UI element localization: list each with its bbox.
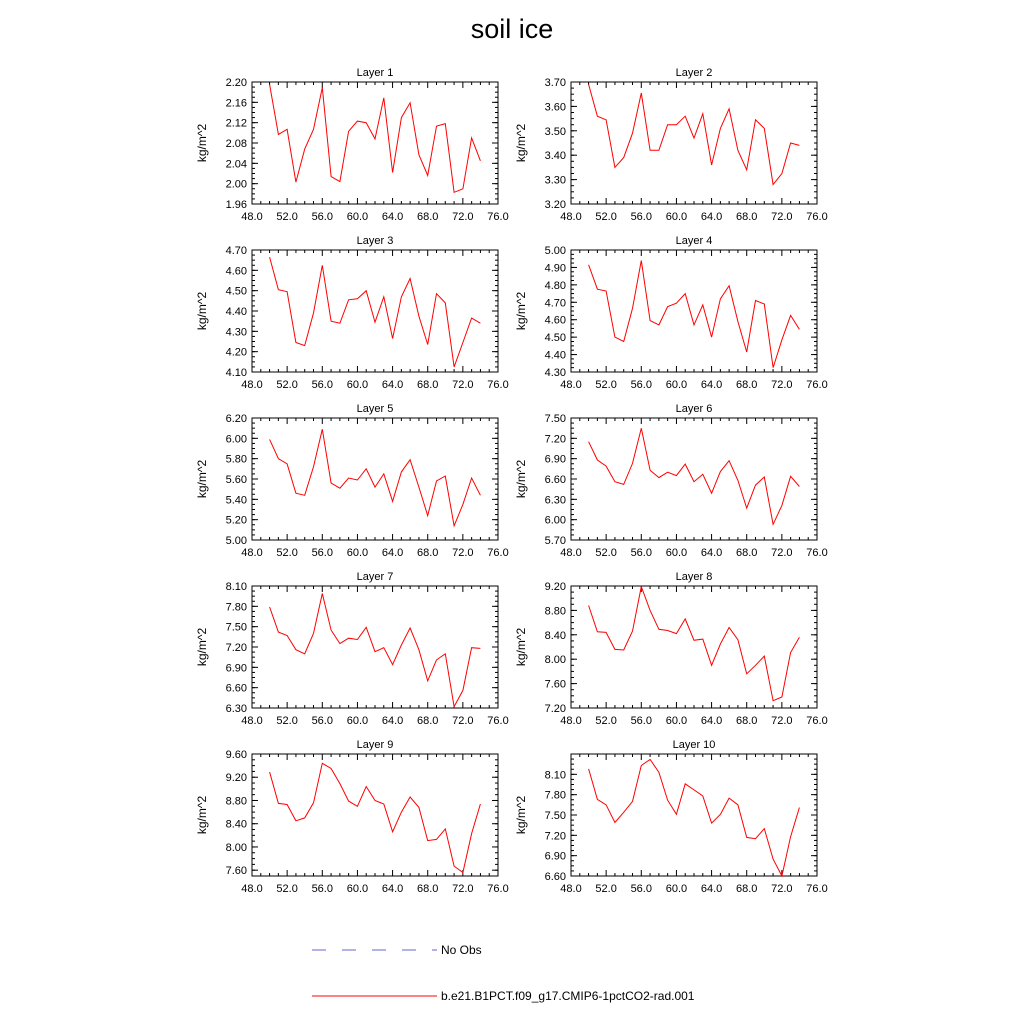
plot-frame — [571, 754, 817, 876]
y-tick-label: 2.12 — [225, 117, 247, 130]
x-tick-label: 48.0 — [241, 379, 263, 391]
legend — [312, 943, 695, 1003]
y-tick-label: 8.80 — [225, 795, 247, 808]
y-tick-label: 7.20 — [544, 703, 566, 715]
x-tick-label: 64.0 — [381, 883, 404, 895]
y-tick-label: 9.20 — [225, 772, 247, 785]
x-tick-label: 48.0 — [560, 211, 582, 223]
plot-frame — [571, 586, 817, 708]
y-tick-label: 2.20 — [225, 77, 247, 89]
x-tick-label: 76.0 — [806, 715, 828, 727]
x-tick-label: 60.0 — [346, 883, 369, 895]
x-tick-label: 56.0 — [311, 379, 333, 391]
plot-frame — [571, 82, 817, 204]
x-tick-label: 52.0 — [276, 715, 298, 727]
plot-frame — [252, 418, 498, 540]
series-line — [589, 261, 800, 368]
x-tick-label: 48.0 — [241, 715, 263, 727]
y-axis-label: kg/m^2 — [195, 291, 209, 331]
x-tick-label: 56.0 — [630, 715, 652, 727]
x-tick-label: 68.0 — [736, 715, 758, 727]
x-tick-label: 56.0 — [630, 379, 652, 391]
x-tick-label: 48.0 — [241, 211, 263, 223]
y-tick-label: 5.40 — [225, 494, 247, 507]
panel-6 — [514, 403, 828, 559]
y-tick-label: 6.90 — [544, 453, 566, 466]
x-tick-label: 76.0 — [487, 211, 509, 223]
x-tick-label: 76.0 — [487, 379, 509, 391]
y-tick-label: 9.20 — [544, 581, 566, 593]
x-tick-label: 48.0 — [560, 379, 582, 391]
x-tick-label: 68.0 — [417, 211, 439, 223]
y-tick-label: 8.40 — [225, 818, 247, 831]
x-tick-label: 76.0 — [487, 883, 509, 895]
y-tick-label: 4.30 — [225, 326, 247, 339]
panel-title: Layer 7 — [356, 571, 394, 583]
x-tick-label: 52.0 — [595, 379, 617, 391]
x-tick-label: 48.0 — [241, 883, 263, 895]
y-tick-label: 3.40 — [544, 150, 566, 163]
y-tick-label: 6.30 — [225, 703, 247, 715]
x-tick-label: 72.0 — [452, 211, 474, 223]
y-tick-label: 2.00 — [225, 178, 247, 191]
y-axis-label: kg/m^2 — [514, 627, 528, 667]
y-tick-label: 3.30 — [544, 174, 566, 187]
x-tick-label: 56.0 — [311, 211, 333, 223]
x-tick-label: 56.0 — [630, 547, 652, 559]
x-tick-label: 72.0 — [452, 883, 474, 895]
x-tick-label: 72.0 — [452, 547, 474, 559]
x-tick-label: 68.0 — [417, 883, 439, 895]
y-tick-label: 6.60 — [225, 682, 247, 695]
x-tick-label: 72.0 — [452, 715, 474, 727]
y-tick-label: 7.80 — [225, 601, 247, 614]
plot-frame — [252, 754, 498, 876]
y-tick-label: 8.00 — [544, 654, 566, 667]
x-tick-label: 64.0 — [381, 547, 404, 559]
panel-7 — [195, 571, 509, 727]
series-line — [589, 587, 800, 701]
x-tick-label: 76.0 — [806, 211, 828, 223]
y-tick-label: 4.30 — [544, 367, 566, 379]
x-tick-label: 60.0 — [665, 379, 688, 391]
x-tick-label: 48.0 — [560, 883, 582, 895]
y-tick-label: 4.50 — [225, 285, 247, 298]
x-tick-label: 60.0 — [346, 211, 369, 223]
y-tick-label: 3.70 — [544, 77, 566, 89]
y-tick-label: 5.60 — [225, 474, 247, 486]
panel-title: Layer 1 — [356, 67, 394, 79]
y-tick-label: 7.20 — [544, 830, 566, 843]
legend-label-run: b.e21.B1PCT.f09_g17.CMIP6-1pctCO2-rad.001 — [441, 989, 695, 1003]
y-tick-label: 4.40 — [544, 349, 566, 362]
x-tick-label: 52.0 — [276, 883, 298, 895]
y-tick-label: 7.60 — [225, 865, 247, 878]
y-tick-label: 5.00 — [225, 535, 247, 547]
y-tick-label: 4.70 — [225, 245, 247, 257]
panel-4 — [514, 235, 828, 391]
y-axis-label: kg/m^2 — [195, 459, 209, 499]
y-axis-label: kg/m^2 — [514, 459, 528, 499]
series-line — [589, 84, 800, 184]
panel-2 — [514, 67, 828, 223]
x-tick-label: 72.0 — [771, 715, 793, 727]
y-axis-label: kg/m^2 — [514, 123, 528, 163]
x-tick-label: 72.0 — [771, 883, 793, 895]
x-tick-label: 68.0 — [417, 715, 439, 727]
y-tick-label: 7.80 — [544, 789, 566, 802]
y-tick-label: 3.50 — [544, 125, 566, 138]
panel-title: Layer 2 — [675, 67, 713, 79]
panel-10 — [514, 739, 828, 895]
x-tick-label: 76.0 — [806, 883, 828, 895]
y-tick-label: 8.10 — [225, 581, 247, 593]
x-tick-label: 60.0 — [665, 883, 688, 895]
y-tick-label: 4.10 — [225, 367, 247, 379]
y-axis-label: kg/m^2 — [195, 795, 209, 835]
y-tick-label: 5.70 — [544, 535, 566, 547]
y-tick-label: 7.20 — [225, 642, 247, 654]
y-tick-label: 4.70 — [544, 297, 566, 310]
x-tick-label: 72.0 — [452, 379, 474, 391]
series-line — [270, 594, 481, 707]
y-tick-label: 9.60 — [225, 749, 247, 761]
y-tick-label: 8.80 — [544, 605, 566, 618]
x-tick-label: 64.0 — [700, 715, 723, 727]
x-tick-label: 60.0 — [665, 715, 688, 727]
y-tick-label: 6.00 — [225, 433, 247, 446]
plot-frame — [571, 250, 817, 372]
panel-title: Layer 3 — [356, 235, 394, 247]
x-tick-label: 48.0 — [560, 547, 582, 559]
y-tick-label: 5.00 — [544, 245, 566, 257]
y-tick-label: 2.16 — [225, 97, 247, 110]
x-tick-label: 52.0 — [595, 715, 617, 727]
x-tick-label: 56.0 — [630, 211, 652, 223]
y-tick-label: 5.20 — [225, 514, 247, 527]
x-tick-label: 64.0 — [700, 547, 723, 559]
x-tick-label: 56.0 — [311, 547, 333, 559]
x-tick-label: 60.0 — [346, 715, 369, 727]
y-tick-label: 6.60 — [544, 474, 566, 486]
y-tick-label: 6.00 — [544, 514, 566, 527]
x-tick-label: 64.0 — [381, 379, 404, 391]
y-tick-label: 4.60 — [544, 314, 566, 327]
x-tick-label: 52.0 — [595, 883, 617, 895]
x-tick-label: 56.0 — [311, 883, 333, 895]
x-tick-label: 72.0 — [771, 211, 793, 223]
x-tick-label: 64.0 — [700, 379, 723, 391]
x-tick-label: 60.0 — [346, 379, 369, 391]
series-line — [589, 428, 800, 524]
panel-title: Layer 4 — [675, 235, 713, 247]
x-tick-label: 64.0 — [381, 715, 404, 727]
y-tick-label: 8.00 — [225, 841, 247, 854]
y-tick-label: 6.30 — [544, 494, 566, 507]
x-tick-label: 68.0 — [736, 547, 758, 559]
panel-5 — [195, 403, 509, 559]
panel-title: Layer 5 — [356, 403, 394, 415]
x-tick-label: 68.0 — [417, 379, 439, 391]
y-tick-label: 4.40 — [225, 306, 247, 318]
page-title: soil ice — [470, 14, 554, 44]
x-tick-label: 64.0 — [700, 883, 723, 895]
x-tick-label: 68.0 — [736, 211, 758, 223]
y-tick-label: 8.10 — [544, 769, 566, 782]
y-tick-label: 7.50 — [544, 810, 566, 822]
series-line — [270, 429, 481, 526]
x-tick-label: 64.0 — [381, 211, 404, 223]
y-tick-label: 6.20 — [225, 413, 247, 425]
y-tick-label: 6.60 — [544, 871, 566, 883]
x-tick-label: 76.0 — [487, 547, 509, 559]
x-tick-label: 76.0 — [806, 547, 828, 559]
series-line — [589, 759, 800, 876]
x-tick-label: 72.0 — [771, 379, 793, 391]
y-tick-label: 3.20 — [544, 199, 566, 211]
x-tick-label: 68.0 — [736, 883, 758, 895]
x-tick-label: 52.0 — [276, 547, 298, 559]
y-tick-label: 2.08 — [225, 138, 247, 150]
y-tick-label: 4.20 — [225, 346, 247, 359]
x-tick-label: 48.0 — [241, 547, 263, 559]
plot-frame — [571, 418, 817, 540]
series-line — [270, 85, 481, 193]
legend-label-no-obs: No Obs — [441, 943, 482, 957]
x-tick-label: 56.0 — [311, 715, 333, 727]
y-tick-label: 3.60 — [544, 101, 566, 114]
panel-title: Layer 8 — [675, 571, 713, 583]
x-tick-label: 68.0 — [417, 547, 439, 559]
panel-title: Layer 9 — [356, 739, 394, 751]
y-tick-label: 2.04 — [225, 158, 247, 171]
x-tick-label: 60.0 — [665, 547, 688, 559]
x-tick-label: 64.0 — [700, 211, 723, 223]
y-tick-label: 5.80 — [225, 453, 247, 466]
x-tick-label: 76.0 — [806, 379, 828, 391]
y-axis-label: kg/m^2 — [514, 795, 528, 835]
y-tick-label: 6.90 — [544, 850, 566, 863]
y-axis-label: kg/m^2 — [195, 627, 209, 667]
series-line — [270, 763, 481, 872]
y-tick-label: 7.50 — [544, 413, 566, 425]
x-tick-label: 48.0 — [560, 715, 582, 727]
y-tick-label: 4.50 — [544, 332, 566, 345]
x-tick-label: 52.0 — [276, 379, 298, 391]
y-tick-label: 4.90 — [544, 262, 566, 275]
x-tick-label: 60.0 — [665, 211, 688, 223]
y-axis-label: kg/m^2 — [514, 291, 528, 331]
y-tick-label: 7.60 — [544, 678, 566, 691]
x-tick-label: 56.0 — [630, 883, 652, 895]
panel-title: Layer 6 — [675, 403, 713, 415]
panel-title: Layer 10 — [672, 739, 716, 751]
y-tick-label: 4.60 — [225, 265, 247, 278]
y-tick-label: 7.20 — [544, 433, 566, 446]
y-tick-label: 7.50 — [225, 621, 247, 634]
x-tick-label: 72.0 — [771, 547, 793, 559]
x-tick-label: 60.0 — [346, 547, 369, 559]
y-tick-label: 1.96 — [225, 199, 247, 211]
x-tick-label: 52.0 — [595, 547, 617, 559]
x-tick-label: 52.0 — [276, 211, 298, 223]
y-tick-label: 8.40 — [544, 629, 566, 642]
panel-9 — [195, 739, 509, 895]
panel-3 — [195, 235, 509, 391]
y-tick-label: 4.80 — [544, 279, 566, 292]
y-tick-label: 6.90 — [225, 662, 247, 675]
series-line — [270, 257, 481, 367]
x-tick-label: 76.0 — [487, 715, 509, 727]
x-tick-label: 52.0 — [595, 211, 617, 223]
plot-frame — [252, 250, 498, 372]
plot-frame — [252, 586, 498, 708]
x-tick-label: 68.0 — [736, 379, 758, 391]
panel-1 — [195, 67, 509, 223]
panel-8 — [514, 571, 828, 727]
y-axis-label: kg/m^2 — [195, 123, 209, 163]
